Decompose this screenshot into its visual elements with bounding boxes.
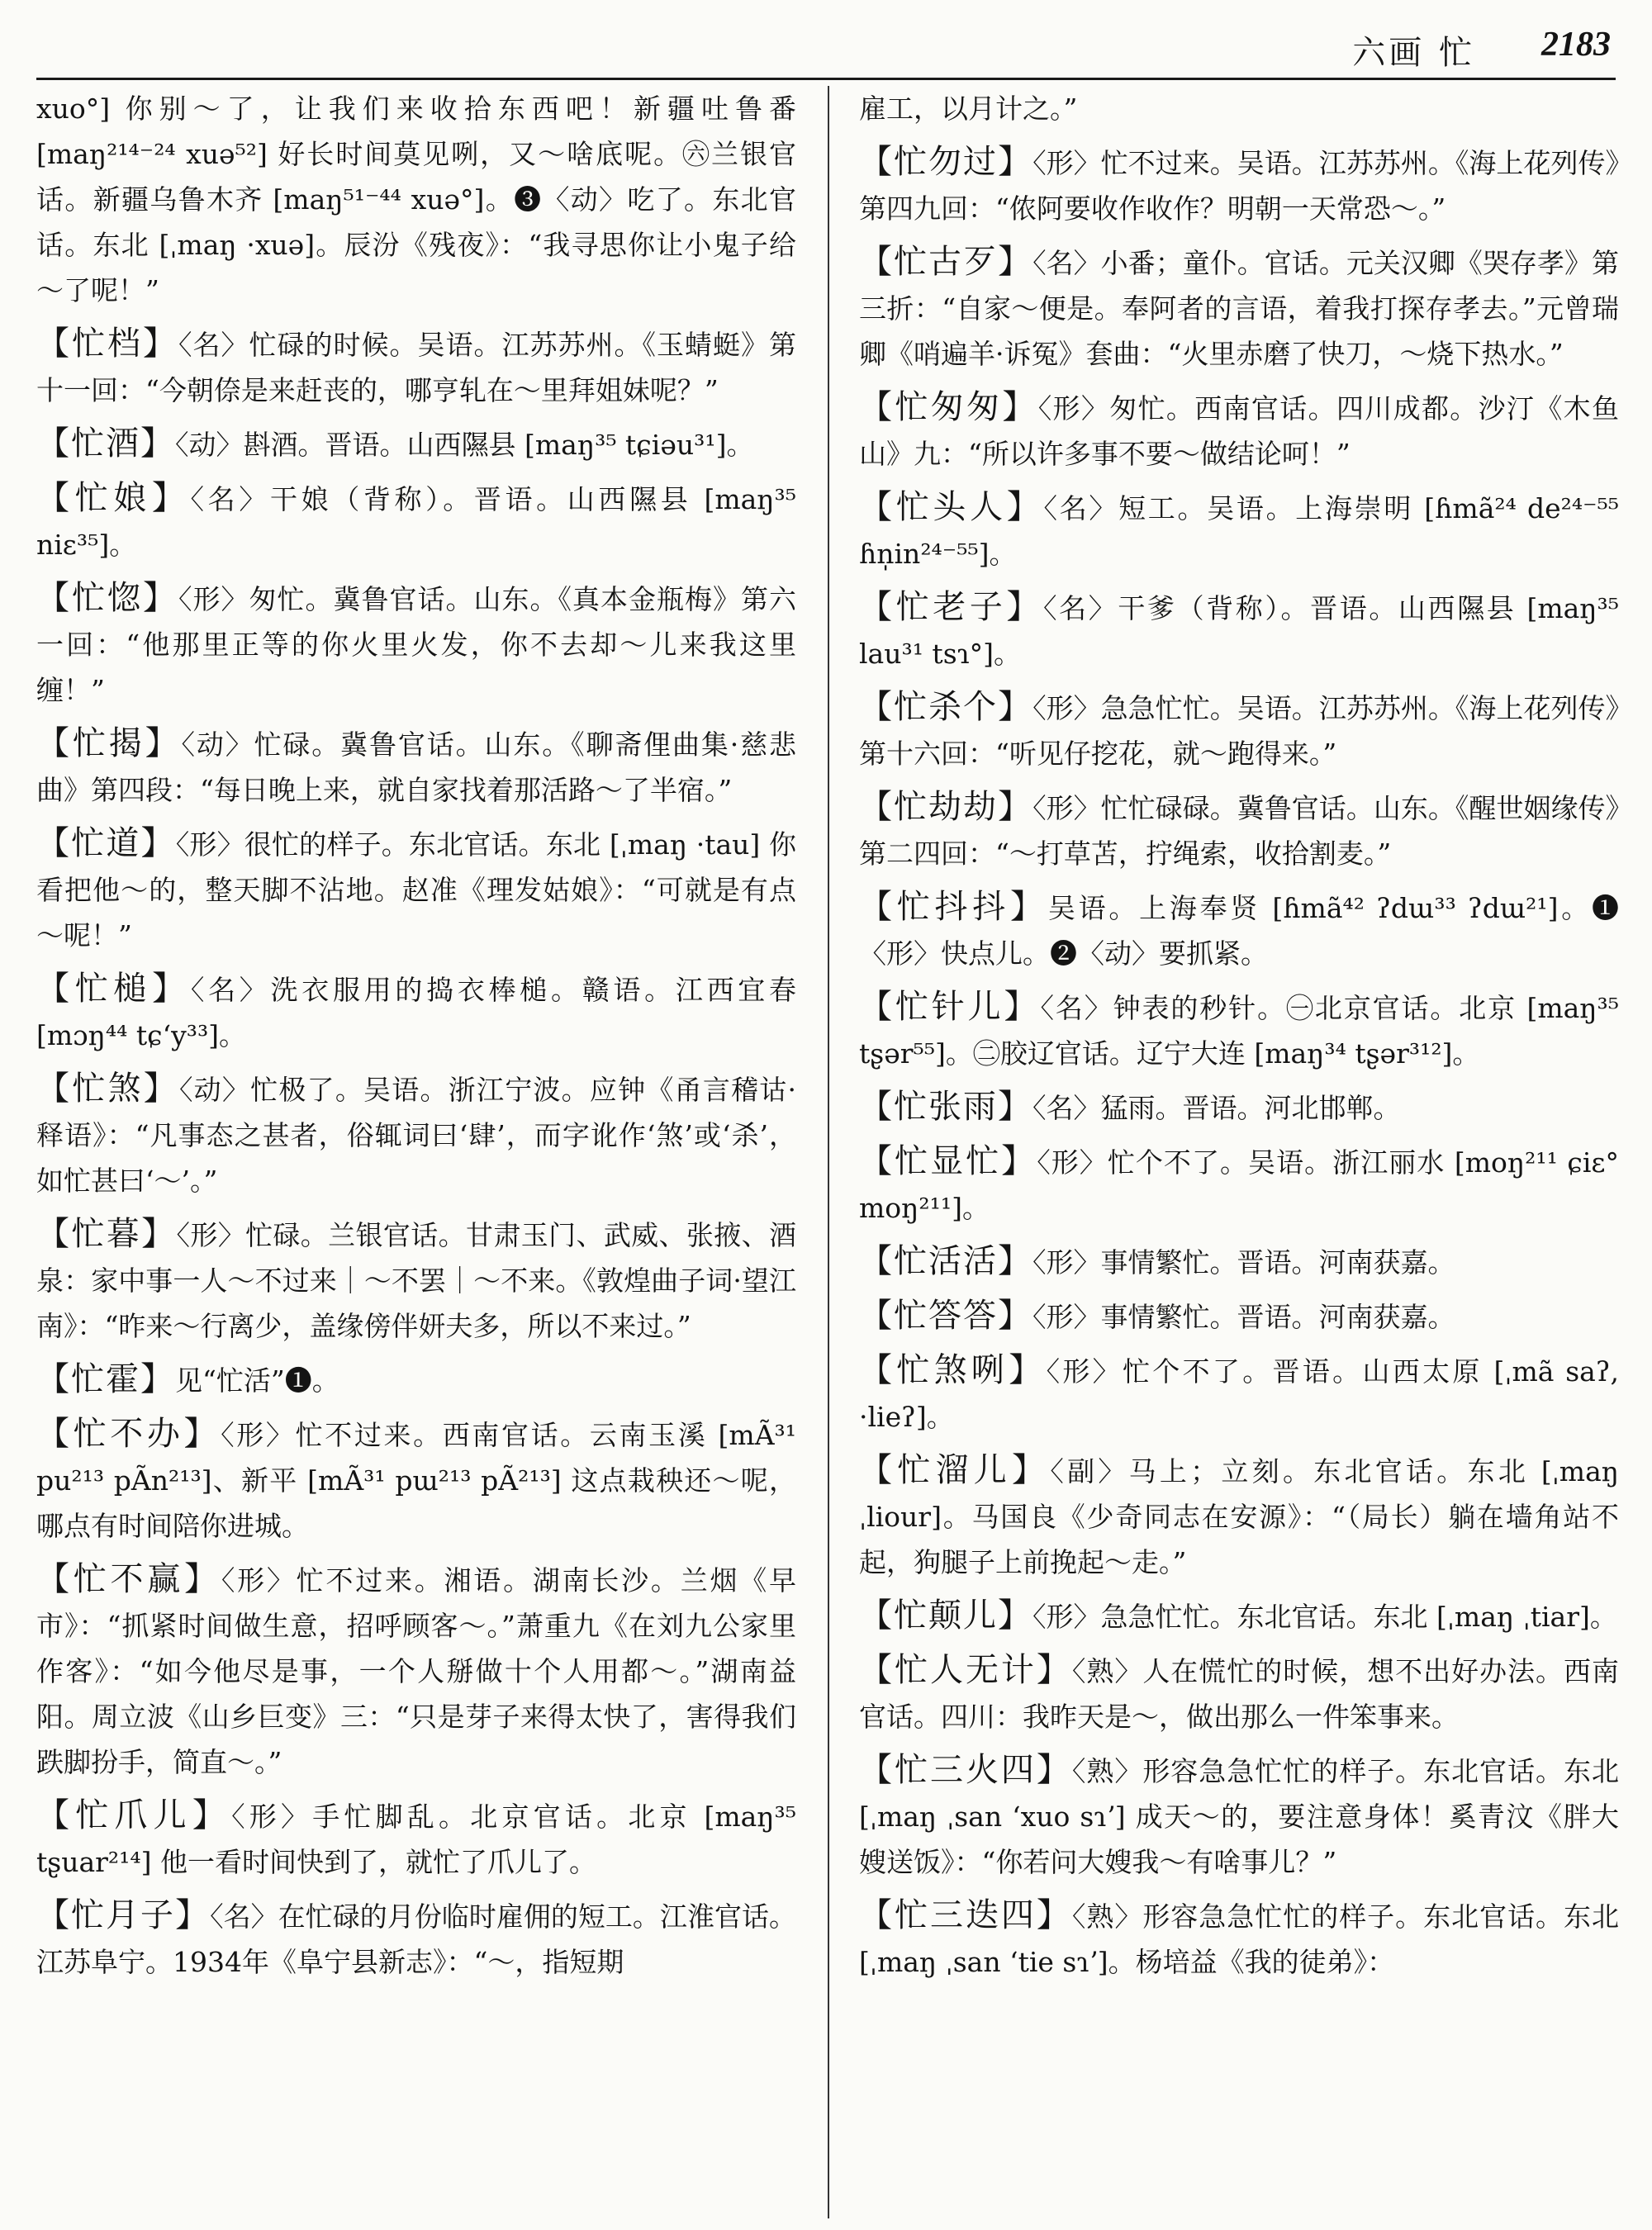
entry-definition: 〈形〉事情繁忙。晋语。河南获嘉。 <box>1032 1301 1455 1333</box>
dictionary-entry <box>36 1357 796 1403</box>
entry-headword: 【忙答答】 <box>859 1297 1032 1335</box>
entry-headword: 【忙老子】 <box>859 588 1044 626</box>
entry-headword: 【忙酒】 <box>36 425 175 463</box>
entry-definition: 〈形〉事情繁忙。晋语。河南获嘉。 <box>1032 1246 1455 1279</box>
dictionary-entry <box>36 966 796 1058</box>
entry-definition: 〈形〉忙不过来。吴语。江苏苏州。《海上花列传》第四九回：“侬阿要收作收作？明朝一天常恐～。” <box>859 147 1619 225</box>
dictionary-entry <box>36 1793 796 1885</box>
dictionary-entry <box>859 1748 1619 1885</box>
entry-definition: xuo°] 你别～了，让我们来收拾东西吧！新疆吐鲁番 [maŋ²¹⁴⁻²⁴ xuə⁵²] 好长时间莫见咧，又～啥底呢。㊅兰银官话。新疆乌鲁木齐 [maŋ⁵¹⁻⁴⁴ xuə°]。❸〈动〉吃了。东北官话。东北 [ˌmaŋ ·xuə]。辰汾《残夜》：“我寻思你让小鬼子给～了呢！” <box>36 93 796 306</box>
dictionary-entry <box>859 785 1619 876</box>
entry-headword: 【忙不办】 <box>36 1415 221 1453</box>
entry-definition: 〈形〉很忙的样子。东北官话。东北 [ˌmaŋ ·tau] 你看把他～的，整天脚不沾地。赵准《理发姑娘》：“可就是有点～呢！” <box>36 828 796 951</box>
dictionary-entry <box>36 1893 796 1985</box>
entry-headword: 【忙针儿】 <box>859 988 1041 1026</box>
entry-definition: 〈熟〉形容急急忙忙的样子。东北官话。东北 [ˌmaŋ ˌsan ʻtie sɿʼ]。杨培益《我的徒弟》： <box>859 1900 1619 1978</box>
page-number: 2183 <box>1541 26 1611 64</box>
entry-definition: 〈形〉忙碌。兰银官话。甘肃玉门、武威、张掖、酒泉：家中事一人～不过来｜～不罢｜～不来。《敦煌曲子词·望江南》：“昨来～行离少，盖缘傍伴妍夫多，所以不来过。” <box>36 1219 796 1342</box>
entry-definition: 见“忙活”❶。 <box>175 1364 339 1397</box>
dictionary-entry <box>859 1893 1619 1985</box>
dictionary-entry <box>859 685 1619 776</box>
entry-definition: 雇工，以月计之。” <box>859 93 1078 125</box>
entry-definition: 〈形〉急急忙忙。东北官话。东北 [ˌmaŋ ˌtiar]。 <box>1032 1601 1617 1633</box>
entry-definition: 〈熟〉形容急急忙忙的样子。东北官话。东北 [ˌmaŋ ˌsan ʻxuo sɿʼ] 成天～的，要注意身体！奚青汶《胖大嫂送饭》：“你若问大嫂我～有啥事儿？” <box>859 1755 1619 1878</box>
entry-definition: 〈形〉匆忙。西南官话。四川成都。沙汀《木鱼山》九：“所以许多事不要～做结论呵！” <box>859 392 1619 470</box>
entry-headword: 【忙颠儿】 <box>859 1597 1032 1635</box>
entry-headword: 【忙溜儿】 <box>859 1451 1051 1489</box>
entry-headword: 【忙霍】 <box>36 1360 175 1398</box>
dictionary-entry <box>36 321 796 413</box>
entry-definition: 〈名〉忙碌的时候。吴语。江苏苏州。《玉蜻蜓》第十一回：“今朝倷是来赶丧的，哪亨轧在～里拜姐妹呢？” <box>36 329 796 406</box>
dictionary-entry <box>859 385 1619 477</box>
dictionary-entry <box>859 1239 1619 1285</box>
entry-headword: 【忙张雨】 <box>859 1088 1032 1126</box>
dictionary-entry <box>36 1212 796 1349</box>
dictionary-entry <box>36 721 796 813</box>
entry-headword: 【忙抖抖】 <box>859 888 1048 926</box>
entry-headword: 【忙劫劫】 <box>859 788 1033 826</box>
entry-headword: 【忙勿过】 <box>859 143 1033 181</box>
entry-definition: 〈形〉忙个不了。吴语。浙江丽水 [moŋ²¹¹ ɕiɛ° moŋ²¹¹]。 <box>859 1146 1619 1224</box>
entry-headword: 【忙暮】 <box>36 1215 177 1253</box>
entry-definition: 〈动〉忙极了。吴语。浙江宁波。应钟《甬言稽诂·释语》：“凡事态之甚者，俗辄词曰‘肆’，而字讹作‘煞’或‘杀’，如忙甚曰‘～’。” <box>36 1074 796 1197</box>
entry-headword: 【忙古歹】 <box>859 243 1033 281</box>
dictionary-entry <box>36 576 796 713</box>
entry-definition: 〈动〉斟酒。晋语。山西隰县 [maŋ³⁵ tɕiəu³¹]。 <box>175 429 754 461</box>
right-column <box>859 86 1619 2218</box>
entry-headword: 【忙惚】 <box>36 579 178 617</box>
entry-headword: 【忙煞咧】 <box>859 1351 1047 1389</box>
entry-definition: 〈形〉忙不过来。西南官话。云南玉溪 [mÃ³¹ pu²¹³ pÃn²¹³]、新平 [mÃ³¹ pɯ²¹³ pÃ²¹³] 这点栽秧还～呢，哪点有时间陪你进城。 <box>36 1419 796 1542</box>
dictionary-entry <box>859 1348 1619 1440</box>
dictionary-entry <box>36 821 796 958</box>
entry-definition: 〈熟〉人在慌忙的时候，想不出好办法。西南官话。四川：我昨天是～，做出那么一件笨事来。 <box>859 1655 1619 1733</box>
entry-definition: 〈名〉干爹（背称）。晋语。山西隰县 [maŋ³⁵ lau³¹ tsɿ°]。 <box>859 592 1619 670</box>
entry-headword: 【忙娘】 <box>36 479 191 517</box>
entry-definition: 〈形〉急急忙忙。吴语。江苏苏州。《海上花列传》第十六回：“听见仔挖花，就～跑得来。” <box>859 692 1619 770</box>
entry-definition: 〈副〉马上；立刻。东北官话。东北 [ˌmaŋ ˌliour]。马国良《少奇同志在安源》：“（局长）躺在墙角站不起，狗腿子上前挽起～走。” <box>859 1455 1619 1578</box>
dictionary-entry <box>36 1412 796 1549</box>
dictionary-entry <box>859 985 1619 1076</box>
entry-definition: 吴语。上海奉贤 [ɦmã⁴² ʔdɯ³³ ʔdɯ²¹]。❶〈形〉快点儿。❷〈动〉要抓紧。 <box>859 892 1619 970</box>
entry-headword: 【忙煞】 <box>36 1070 179 1108</box>
section-title: 六画 忙 <box>1352 34 1475 72</box>
entry-headword: 【忙道】 <box>36 824 176 862</box>
entry-definition: 〈名〉洗衣服用的捣衣棒槌。赣语。江西宜春 [mɔŋ⁴⁴ tɕʻy³³]。 <box>36 974 796 1051</box>
entry-definition: 〈形〉匆忙。冀鲁官话。山东。《真本金瓶梅》第六一回：“他那里正等的你火里火发，你不去却～儿来我这里缠！” <box>36 583 796 706</box>
entry-definition: 〈名〉在忙碌的月份临时雇佣的短工。江淮官话。江苏阜宁。1934年《阜宁县新志》：“～，指短期 <box>36 1900 796 1978</box>
entry-headword: 【忙人无计】 <box>859 1651 1072 1689</box>
dictionary-entry <box>36 86 796 313</box>
entry-definition: 〈名〉短工。吴语。上海崇明 [ɦmã²⁴ de²⁴⁻⁵⁵ ɦn̩in²⁴⁻⁵⁵]。 <box>859 492 1619 570</box>
entry-headword: 【忙档】 <box>36 325 178 363</box>
entry-definition: 〈名〉小番；童仆。官话。元关汉卿《哭存孝》第三折：“自家～便是。奉阿者的言语，着我打探存孝去。”元曾瑞卿《哨遍羊·诉冤》套曲：“火里赤磨了快刀，～烧下热水。” <box>859 247 1619 370</box>
entry-definition: 〈形〉手忙脚乱。北京官话。北京 [maŋ³⁵ tʂuar²¹⁴] 他一看时间快到了，就忙了爪儿了。 <box>36 1801 796 1878</box>
entry-headword: 【忙显忙】 <box>859 1142 1037 1180</box>
entry-headword: 【忙活活】 <box>859 1242 1032 1280</box>
dictionary-entry <box>859 240 1619 377</box>
entry-definition: 〈形〉忙不过来。湘语。湖南长沙。兰烟《早市》：“抓紧时间做生意，招呼顾客～。”萧重九《在刘九公家里作客》：“如今他尽是事，一个人掰做十个人用都～。”湖南益阳。周立波《山乡巨变》三：“只是芽子来得太快了，害得我们跌脚扮手，简直～。” <box>36 1564 796 1778</box>
dictionary-entry <box>36 1066 796 1203</box>
entry-definition: 〈动〉忙碌。冀鲁官话。山东。《聊斋俚曲集·慈悲曲》第四段：“每日晚上来，就自家找着那活路～了半宿。” <box>36 728 796 806</box>
entry-definition: 〈名〉干娘（背称）。晋语。山西隰县 [maŋ³⁵ niɛ³⁵]。 <box>36 483 796 561</box>
dictionary-entry <box>859 1448 1619 1585</box>
dictionary-entry <box>36 476 796 567</box>
entry-definition: 〈形〉忙忙碌碌。冀鲁官话。山东。《醒世姻缘传》第二四回：“～打草苫，拧绳索，收拾割麦。” <box>859 792 1619 870</box>
dictionary-entry <box>859 1593 1619 1639</box>
dictionary-entry <box>859 1648 1619 1739</box>
page-header <box>36 15 1616 80</box>
dictionary-entry <box>859 885 1619 976</box>
entry-headword: 【忙杀个】 <box>859 688 1033 726</box>
entry-headword: 【忙匆匆】 <box>859 388 1038 426</box>
dictionary-entry <box>859 585 1619 676</box>
dictionary-entry <box>36 1557 796 1785</box>
entry-definition: 〈名〉猛雨。晋语。河北邯郸。 <box>1032 1092 1401 1124</box>
entry-headword: 【忙不赢】 <box>36 1560 221 1598</box>
entry-headword: 【忙月子】 <box>36 1896 211 1934</box>
entry-headword: 【忙揭】 <box>36 724 182 762</box>
entry-headword: 【忙爪儿】 <box>36 1796 232 1834</box>
left-column <box>36 86 796 2218</box>
dictionary-entry <box>859 485 1619 576</box>
entry-definition: 〈形〉忙个不了。晋语。山西太原 [ˌmã saʔ, ·lieʔ]。 <box>859 1355 1619 1433</box>
dictionary-entry <box>859 1084 1619 1131</box>
entry-headword: 【忙三火四】 <box>859 1751 1072 1789</box>
column-divider <box>828 86 829 2218</box>
entry-headword: 【忙头人】 <box>859 488 1044 526</box>
dictionary-entry <box>859 86 1619 131</box>
entry-headword: 【忙三迭四】 <box>859 1896 1072 1934</box>
dictionary-entry <box>859 1139 1619 1231</box>
entry-definition: 〈名〉钟表的秒针。㊀北京官话。北京 [maŋ³⁵ tʂər⁵⁵]。㊁胶辽官话。辽宁大连 [maŋ³⁴ tʂər³¹²]。 <box>859 992 1619 1070</box>
dictionary-entry <box>36 421 796 467</box>
dictionary-entry <box>859 140 1619 231</box>
dictionary-entry <box>859 1293 1619 1340</box>
entry-headword: 【忙槌】 <box>36 970 191 1008</box>
